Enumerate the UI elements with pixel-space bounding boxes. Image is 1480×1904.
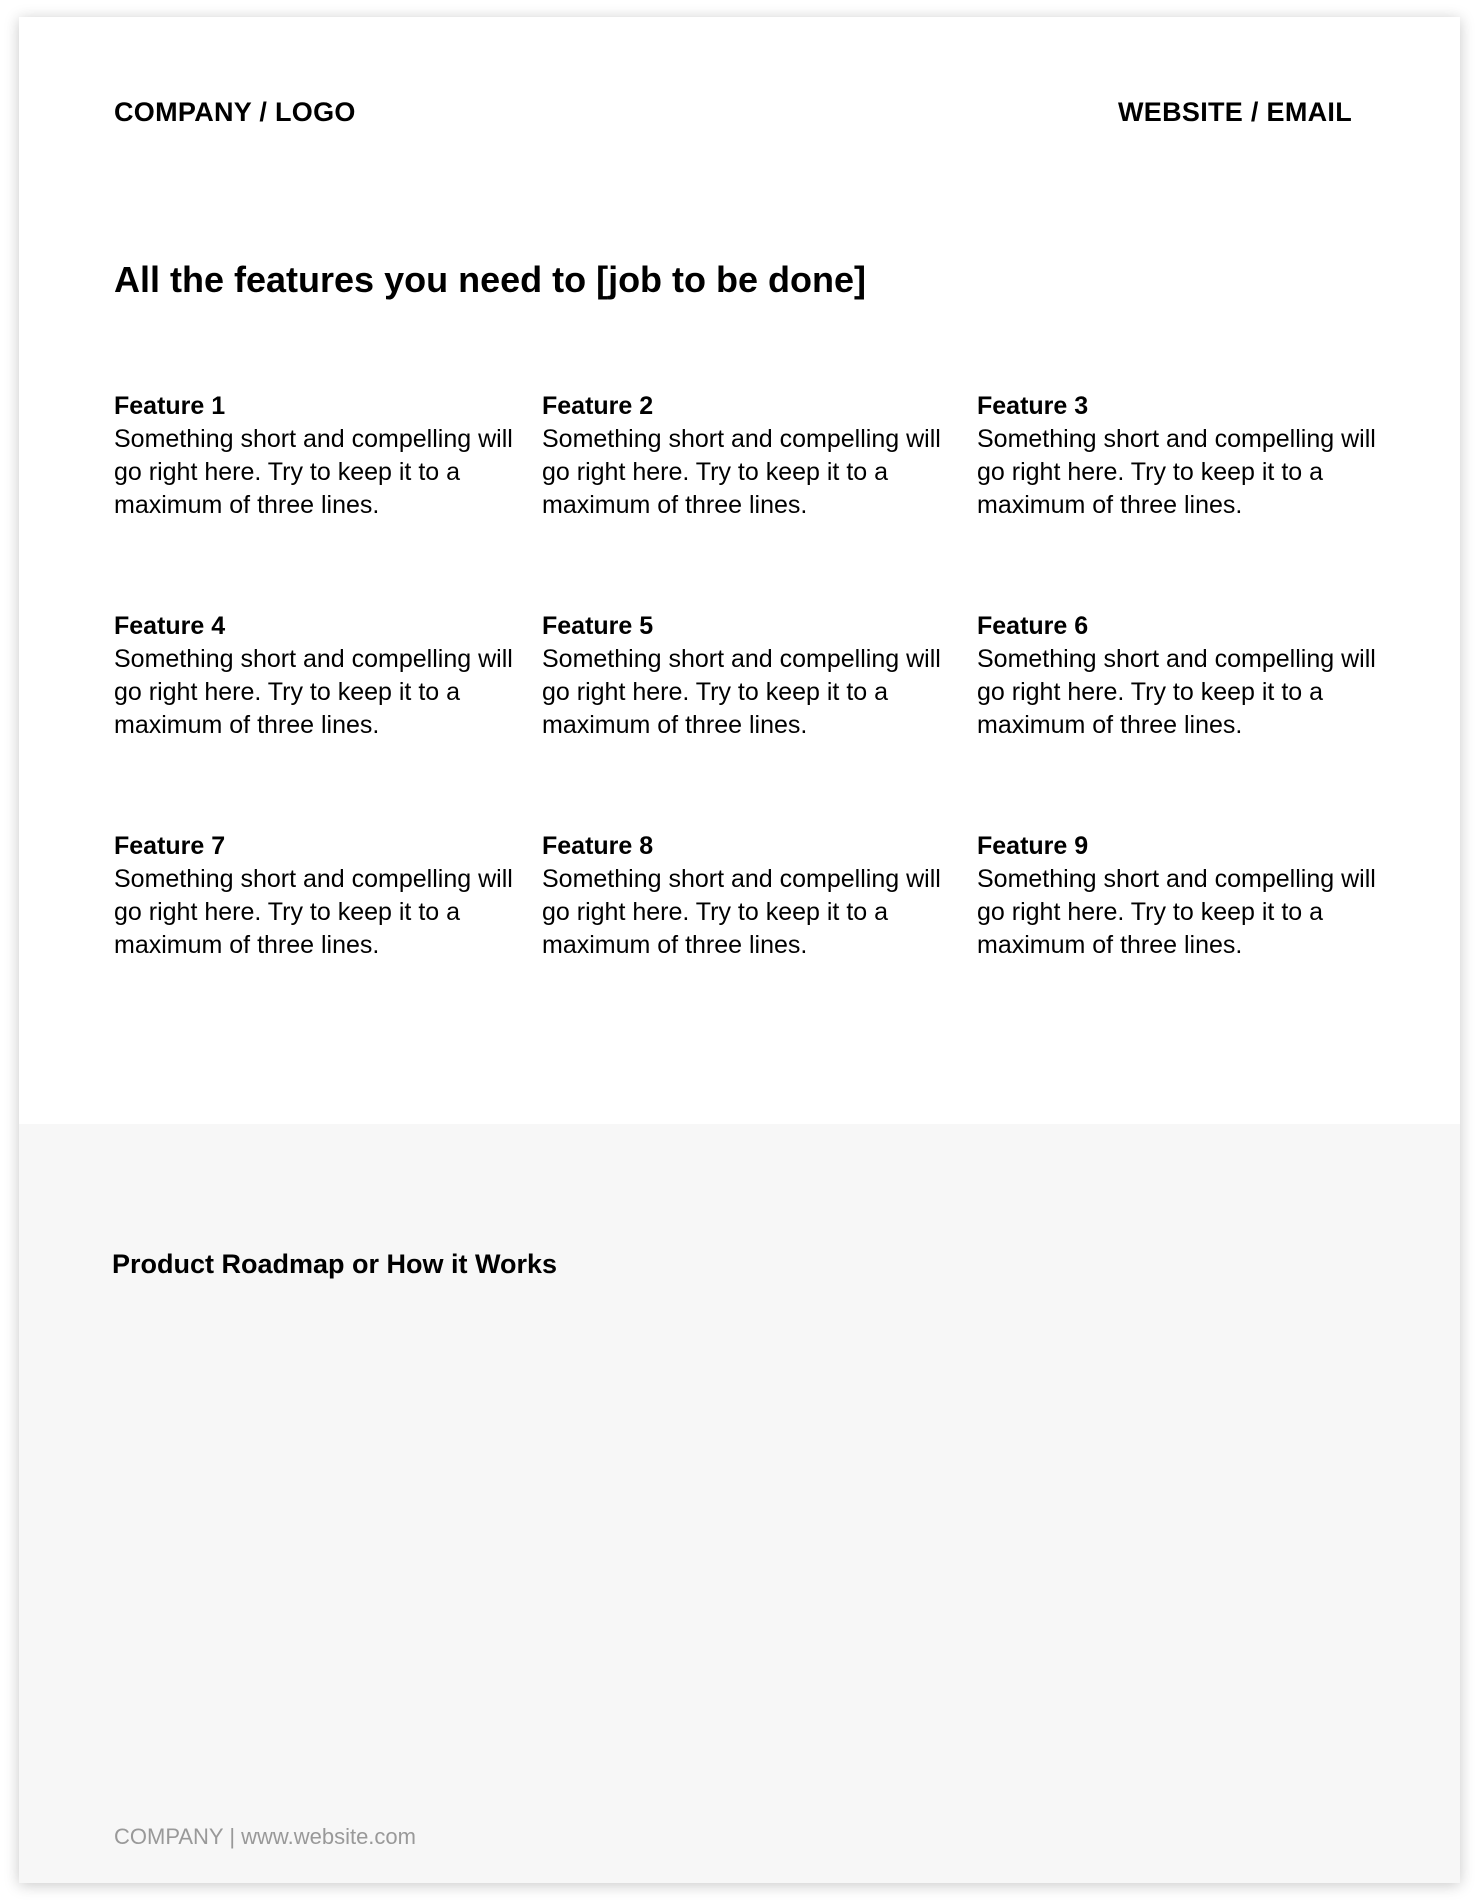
feature-title: Feature 9	[977, 832, 1089, 860]
page-headline: All the features you need to [job to be done]	[114, 259, 867, 300]
feature-item	[977, 830, 1377, 962]
feature-description: Something short and compelling will go right here. Try to keep it to a maximum of three lines.	[542, 645, 941, 739]
feature-item	[542, 610, 942, 742]
roadmap-section	[19, 1124, 1460, 1883]
feature-item	[977, 610, 1377, 742]
feature-item	[114, 610, 514, 742]
feature-item	[114, 390, 514, 522]
feature-title: Feature 4	[114, 612, 226, 640]
feature-title: Feature 7	[114, 832, 226, 860]
feature-item	[114, 830, 514, 962]
feature-description: Something short and compelling will go right here. Try to keep it to a maximum of three lines.	[114, 425, 513, 519]
feature-description: Something short and compelling will go right here. Try to keep it to a maximum of three lines.	[977, 865, 1376, 959]
website-email-text: WEBSITE / EMAIL	[1118, 97, 1352, 127]
feature-title: Feature 5	[542, 612, 654, 640]
feature-description: Something short and compelling will go right here. Try to keep it to a maximum of three lines.	[542, 425, 941, 519]
feature-title: Feature 8	[542, 832, 654, 860]
feature-title: Feature 2	[542, 392, 654, 420]
document-page	[19, 17, 1460, 1883]
feature-description: Something short and compelling will go right here. Try to keep it to a maximum of three lines.	[114, 645, 513, 739]
feature-item	[977, 390, 1377, 522]
footer-text: COMPANY | www.website.com	[114, 1824, 416, 1849]
feature-item	[542, 390, 942, 522]
feature-title: Feature 6	[977, 612, 1089, 640]
roadmap-title: Product Roadmap or How it Works	[112, 1249, 558, 1279]
feature-title: Feature 3	[977, 392, 1089, 420]
feature-description: Something short and compelling will go right here. Try to keep it to a maximum of three lines.	[114, 865, 513, 959]
feature-description: Something short and compelling will go right here. Try to keep it to a maximum of three lines.	[977, 425, 1376, 519]
feature-description: Something short and compelling will go right here. Try to keep it to a maximum of three lines.	[542, 865, 941, 959]
feature-item	[542, 830, 942, 962]
feature-title: Feature 1	[114, 392, 226, 420]
feature-description: Something short and compelling will go right here. Try to keep it to a maximum of three lines.	[977, 645, 1376, 739]
company-logo-text: COMPANY / LOGO	[114, 97, 356, 127]
